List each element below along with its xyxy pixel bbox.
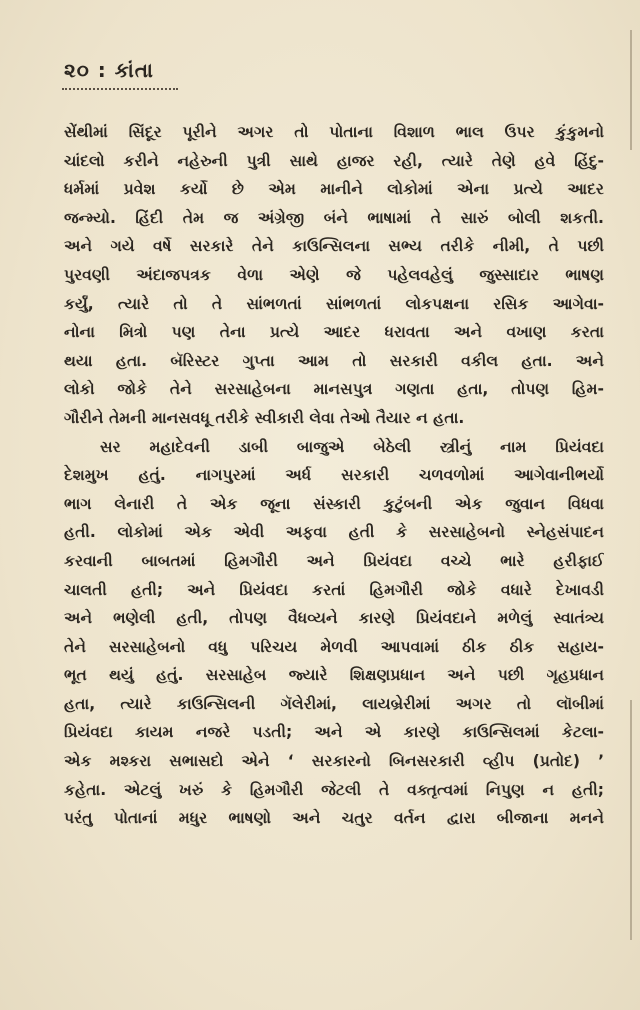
text-line: થયા હતા. બૅરિસ્ટર ગુપ્તા આમ તો સરકારી વકીલ હતા. અને bbox=[64, 351, 604, 370]
text-line: કર્યું, ત્યારે તો તે સાંભળતાં સાંભળતાં લોકપક્ષના રસિક આગેવા- bbox=[64, 294, 604, 313]
text-line: કહેતા. એટલું ખરું કે હિમગૌરી જેટલી તે વક્તૃત્વમાં નિપુણ ન હતી; bbox=[64, 780, 604, 799]
paragraph bbox=[64, 433, 604, 833]
text-line: દેશમુખ હતું. નાગપુરમાં અર્ધ સરકારી ચળવળોમાં આગેવાનીભર્યો bbox=[64, 466, 604, 485]
text-line: સર મહાદેવની ડાબી બાજુએ બેઠેલી સ્ત્રીનું નામ પ્રિયંવદા bbox=[100, 437, 604, 456]
text-line: જન્મ્યો. હિંદી તેમ જ અંગ્રેજી બંને ભાષામાં તે સારું બોલી શકતી. bbox=[64, 208, 604, 227]
text-line: ચાલતી હતી; અને પ્રિયંવદા કરતાં હિમગૌરી જોકે વધારે દેખાવડી bbox=[64, 580, 604, 599]
page-number: ૨૦ bbox=[64, 58, 90, 82]
text-line: ગૌરીને તેમની માનસવધૂ તરીકે સ્વીકારી લેવા તેઓ તૈયાર ન હતા. bbox=[64, 408, 465, 427]
text-line: પ્રિયંવદા કાયમ નજરે પડતી; અને એ કારણે કાઉન્સિલમાં કેટલા- bbox=[64, 723, 604, 742]
body-text bbox=[64, 118, 604, 833]
running-header bbox=[64, 58, 154, 82]
text-line: કરવાની બાબતમાં હિમગૌરી અને પ્રિયંવદા વચ્ચે ભારે હરીફાઈ bbox=[64, 551, 604, 570]
text-line: અને ભણેલી હતી, તોપણ વૈધવ્યને કારણે પ્રિયંવદાને મળેલું સ્વાતંત્ર્ય bbox=[64, 609, 604, 628]
text-line: લોકો જોકે તેને સરસાહેબના માનસપુત્ર ગણતા હતા, તોપણ હિમ- bbox=[64, 380, 604, 399]
text-line: પરંતુ પોતાનાં મધુર ભાષણો અને ચતુર વર્તન દ્વારા બીજાના મનને bbox=[64, 809, 604, 828]
page-edge-mark bbox=[630, 700, 632, 940]
text-line: હતી. લોકોમાં એક એવી અફવા હતી કે સરસાહેબનો સ્નેહસંપાદન bbox=[64, 523, 604, 542]
text-line: ધર્મમાં પ્રવેશ કર્યો છે એમ માનીને લોકોમાં એના પ્રત્યે આદર bbox=[64, 180, 604, 199]
book-title: કાંતા bbox=[114, 58, 154, 82]
paragraph bbox=[64, 118, 604, 433]
text-line: તેને સરસાહેબનો વધુ પરિચય મેળવી આપવામાં ઠીક ઠીક સહાય- bbox=[64, 637, 604, 656]
page-edge-mark bbox=[630, 30, 632, 150]
text-line: નોના મિત્રો પણ તેના પ્રત્યે આદર ધરાવતા અને વખાણ કરતા bbox=[64, 323, 604, 342]
header-separator: : bbox=[97, 58, 107, 82]
text-line: ભાગ લેનારી તે એક જૂના સંસ્કારી કુટુંબની એક જુવાન વિધવા bbox=[64, 494, 604, 513]
text-line: હતા, ત્યારે કાઉન્સિલની ગૅલેરીમાં, લાયબ્રેરીમાં અગર તો લૉબીમાં bbox=[64, 694, 604, 713]
text-line: પુરવણી અંદાજપત્રક વેળા એણે જે પહેલવહેલું જુસ્સાદાર ભાષણ bbox=[64, 265, 604, 284]
text-line: અને ગયે વર્ષે સરકારે તેને કાઉન્સિલના સભ્ય તરીકે નીમી, તે પછી bbox=[64, 237, 604, 256]
text-line: ચાંદલો કરીને નહેરુની પુત્રી સાથે હાજર રહી, ત્યારે તેણે હવે હિંદુ- bbox=[64, 151, 604, 170]
text-line: સેંથીમાં સિંદૂર પૂરીને અગર તો પોતાના વિશાળ ભાલ ઉપર કુંકુમનો bbox=[64, 123, 604, 141]
text-line: ભૂત થયું હતું. સરસાહેબ જ્યારે શિક્ષણપ્રધાન અને પછી ગૃહપ્રધાન bbox=[64, 666, 604, 685]
text-line: એક મશ્કરા સભાસદો એને ‘ સરકારનો બિનસરકારી વ્હીપ (પ્રતોદ) ’ bbox=[64, 752, 604, 771]
header-underline bbox=[62, 88, 178, 90]
